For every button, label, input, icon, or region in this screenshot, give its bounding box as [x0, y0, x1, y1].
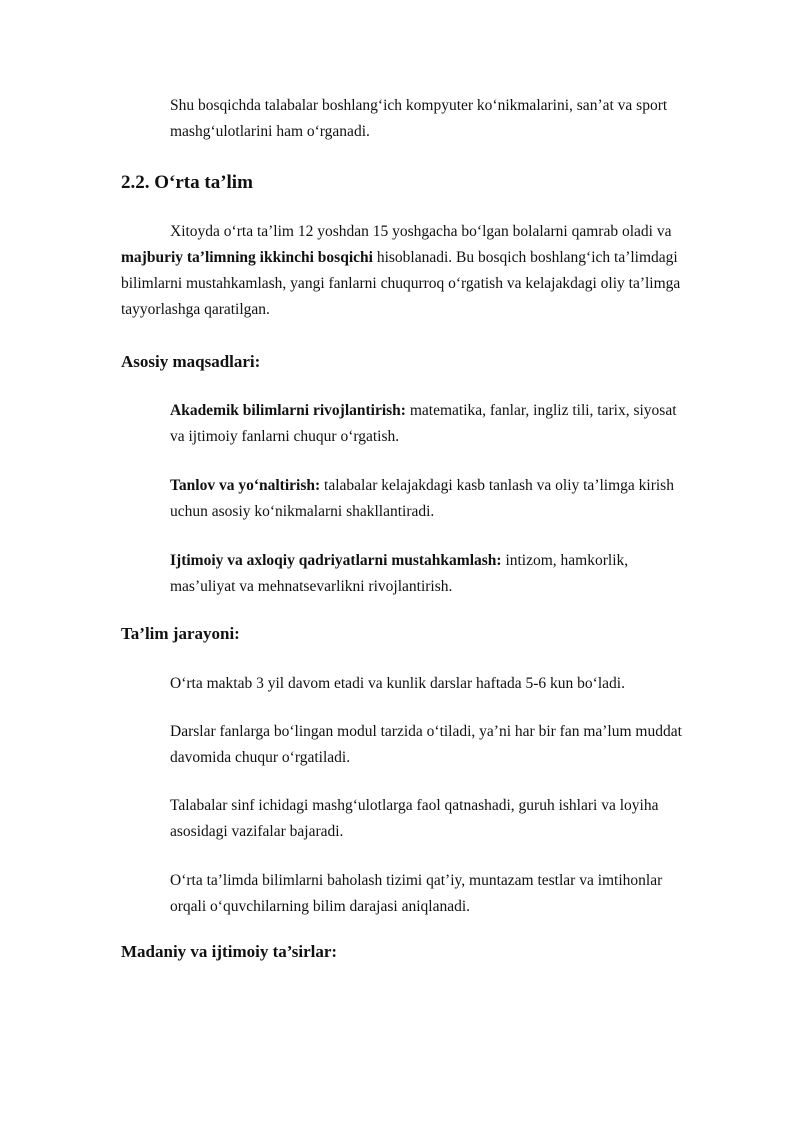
goal-item-text: talabalar kelajakdagi kasb tanlash va oliy ta’limga kirish uchun asosiy ko‘nikmalarni shakllantiradi.	[170, 477, 674, 520]
section-title: 2.2. O‘rta ta’lim	[121, 172, 253, 193]
process-item: Darslar fanlarga bo‘lingan modul tarzida o‘tiladi, ya’ni har bir fan ma’lum muddat davomida chuqur o‘rgatiladi.	[170, 723, 682, 766]
goal-item	[170, 548, 690, 600]
goal-item	[170, 473, 690, 525]
goal-item	[170, 398, 690, 450]
process-item: Talabalar sinf ichidagi mashg‘ulotlarga faol qatnashadi, guruh ishlari va loyiha asosidagi vazifalar bajaradi.	[170, 797, 659, 840]
goals-heading: Asosiy maqsadlari:	[121, 352, 261, 371]
section-paragraph-end: hisoblanadi. Bu bosqich boshlang‘ich ta’limdagi bilimlarni mustahkamlash, yangi fanlarni chuqurroq o‘rgatish va kelajakdagi oliy ta’limga tayyorlashga qaratilgan.	[121, 249, 681, 318]
culture-heading: Madaniy va ijtimoiy ta’sirlar:	[121, 942, 338, 961]
section-paragraph-bold: majburiy ta’limning ikkinchi bosqichi	[121, 249, 373, 266]
section-paragraph	[121, 219, 681, 323]
goal-item-text: matematika, fanlar, ingliz tili, tarix, siyosat va ijtimoiy fanlarni chuqur o‘rgatish.	[170, 402, 677, 445]
goal-item-title: Ijtimoiy va axloqiy qadriyatlarni mustahkamlash:	[170, 552, 502, 569]
goal-item-title: Akademik bilimlarni rivojlantirish:	[170, 402, 406, 419]
goal-item-text: intizom, hamkorlik, mas’uliyat va mehnatsevarlikni rivojlantirish.	[170, 552, 629, 595]
process-heading: Ta’lim jarayoni:	[121, 624, 240, 643]
section-paragraph-start: Xitoyda o‘rta ta’lim 12 yoshdan 15 yoshgacha bo‘lgan bolalarni qamrab oladi va	[170, 223, 672, 240]
process-item: O‘rta maktab 3 yil davom etadi va kunlik darslar haftada 5-6 kun bo‘ladi.	[170, 675, 625, 692]
goal-item-title: Tanlov va yo‘naltirish:	[170, 477, 321, 494]
process-item: O‘rta ta’limda bilimlarni baholash tizimi qat’iy, muntazam testlar va imtihonlar orqali o‘quvchilarning bilim darajasi aniqlanadi.	[170, 872, 663, 915]
intro-paragraph: Shu bosqichda talabalar boshlang‘ich kompyuter ko‘nikmalarini, san’at va sport mashg‘ulotlarini ham o‘rganadi.	[170, 97, 668, 140]
